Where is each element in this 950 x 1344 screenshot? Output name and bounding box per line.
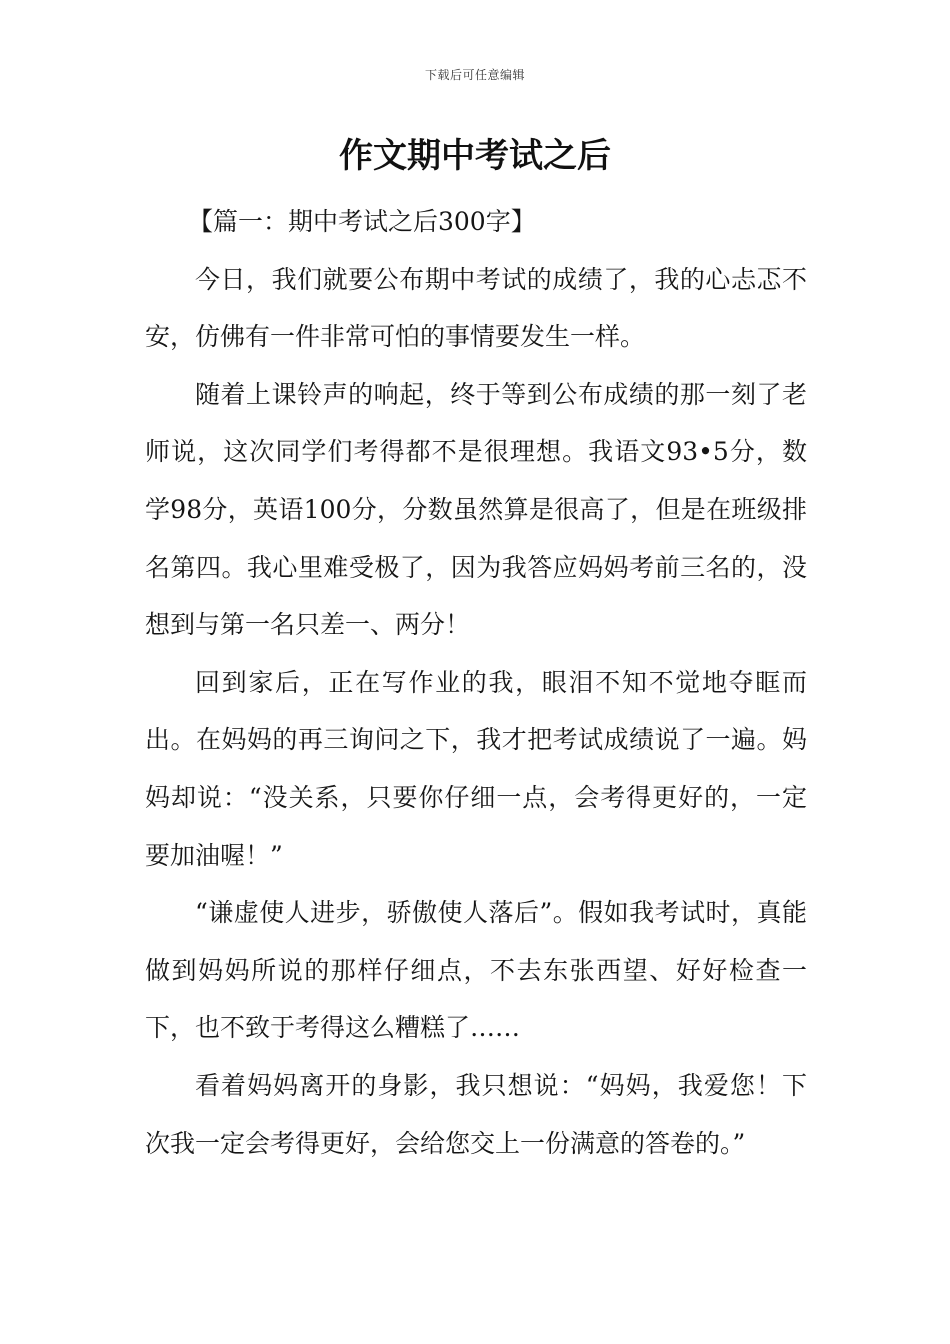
paragraph: “谦虚使人进步，骄傲使人落后”。假如我考试时，真能做到妈妈所说的那样仔细点，不去东张西望、好好检查一下，也不致于考得这么糟糕了…… <box>145 898 807 1043</box>
paragraph: 随着上课铃声的响起，终于等到公布成绩的那一刻了老师说，这次同学们考得都不是很理想。我语文93•5分，数学98分，英语100分，分数虽然算是很高了，但是在班级排名第四。我心里难受极了，因为我答应妈妈考前三名的，没想到与第一名只差一、两分！ <box>145 379 807 640</box>
section-heading: 【篇一：期中考试之后300字】 <box>188 207 536 236</box>
document-body <box>145 193 807 1172</box>
document-title: 作文期中考试之后 <box>339 136 611 176</box>
paragraph: 今日，我们就要公布期中考试的成绩了，我的心忐忑不安，仿佛有一件非常可怕的事情要发生一样。 <box>145 264 807 352</box>
paragraph: 看着妈妈离开的身影，我只想说：“妈妈，我爱您！下次我一定会考得更好，会给您交上一份满意的答卷的。” <box>145 1070 807 1158</box>
header-note: 下载后可任意编辑 <box>424 68 525 82</box>
paragraph: 回到家后，正在写作业的我，眼泪不知不觉地夺眶而出。在妈妈的再三询问之下，我才把考试成绩说了一遍。妈妈却说：“没关系，只要你仔细一点，会考得更好的，一定要加油喔！” <box>145 667 807 870</box>
